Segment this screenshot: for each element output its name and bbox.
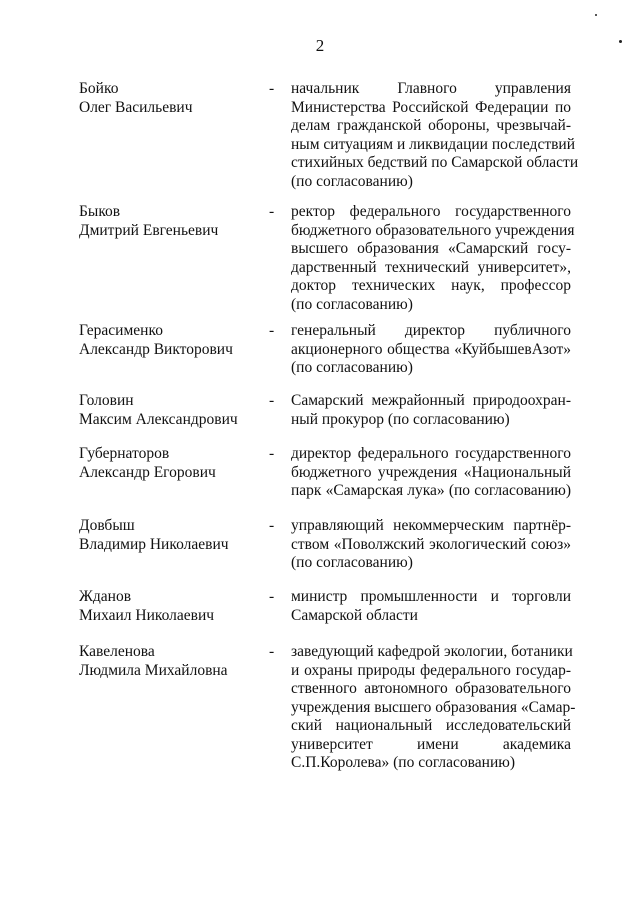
position-line: стихийных бедствий по Самарской области xyxy=(291,154,579,171)
position-line: (по согласованию) xyxy=(291,554,413,571)
member-given-names: Людмила Михайловна xyxy=(79,661,228,679)
member-surname: Губернаторов xyxy=(79,445,170,462)
dash-separator: - xyxy=(269,203,275,220)
position-line: генеральный директор публичного xyxy=(291,322,571,339)
member-surname: Головин xyxy=(79,392,134,409)
position-line: учреждения высшего образования «Самар- xyxy=(291,698,576,716)
member-given-names: Дмитрий Евгеньевич xyxy=(79,221,219,239)
member-given-names: Александр Викторович xyxy=(79,340,233,358)
position-line: заведующий кафедрой экологии, ботаники xyxy=(291,643,573,660)
position-line: делам гражданской обороны, чрезвычай- xyxy=(291,117,571,134)
member-surname: Довбыш xyxy=(79,517,135,534)
member-position xyxy=(291,588,571,625)
position-line: С.П.Королева» (по согласованию) xyxy=(291,754,515,771)
dash-separator: - xyxy=(269,392,275,409)
member-position xyxy=(291,203,575,314)
dash-separator: - xyxy=(269,643,275,660)
position-line: ский национальный исследовательский xyxy=(291,717,571,734)
position-line: высшего образования «Самарский госу- xyxy=(291,240,571,257)
member-given-names: Владимир Николаевич xyxy=(79,535,229,553)
member-name xyxy=(79,445,259,482)
page-number: 2 xyxy=(315,36,325,55)
position-line: ректор федерального государственного xyxy=(291,203,571,220)
dash-separator: - xyxy=(269,322,275,339)
member-given-names: Максим Александрович xyxy=(79,410,238,428)
position-line: министр промышленности и торговли xyxy=(291,588,571,605)
dash-separator: - xyxy=(269,517,275,534)
position-line: дарственный технический университет», xyxy=(291,258,571,276)
position-line: парк «Самарская лука» (по согласованию) xyxy=(291,482,571,499)
position-line: акционерного общества «КуйбышевАзот» xyxy=(291,340,571,358)
dash-separator: - xyxy=(269,588,275,605)
position-line: доктор технических наук, профессор xyxy=(291,277,571,294)
dash-separator: - xyxy=(269,445,275,462)
position-line: (по согласованию) xyxy=(291,359,413,376)
member-position xyxy=(291,445,571,501)
position-line: и охраны природы федерального государ- xyxy=(291,661,571,679)
member-name xyxy=(79,643,259,680)
dash-separator: - xyxy=(269,80,275,97)
member-given-names: Олег Васильевич xyxy=(79,98,193,116)
member-surname: Быков xyxy=(79,203,121,220)
position-line: управляющий некоммерческим партнёр- xyxy=(291,517,571,534)
member-position xyxy=(291,80,579,191)
member-name xyxy=(79,80,259,117)
position-line: ством «Поволжский экологический союз» xyxy=(291,535,571,553)
member-position xyxy=(291,322,571,378)
member-name xyxy=(79,203,259,240)
position-line: Министерства Российской Федерации по xyxy=(291,98,571,116)
position-line: ный прокурор (по согласованию) xyxy=(291,410,510,428)
position-line: (по согласованию) xyxy=(291,172,413,190)
member-position xyxy=(291,392,571,429)
position-line: Самарской области xyxy=(291,606,418,624)
member-surname: Герасименко xyxy=(79,322,163,339)
member-position xyxy=(291,517,571,573)
position-line: университет имени академика xyxy=(291,735,571,753)
scan-speck xyxy=(595,14,597,16)
member-name xyxy=(79,392,259,429)
position-line: ственного автономного образовательного xyxy=(291,680,571,697)
member-surname: Бойко xyxy=(79,80,119,97)
member-given-names: Михаил Николаевич xyxy=(79,606,215,624)
position-line: бюджетного учреждения «Национальный xyxy=(291,463,571,481)
position-line: начальник Главного управления xyxy=(291,80,571,97)
member-given-names: Александр Егорович xyxy=(79,463,216,481)
position-line: (по согласованию) xyxy=(291,295,413,313)
member-name xyxy=(79,517,259,554)
member-name xyxy=(79,588,259,625)
member-surname: Жданов xyxy=(79,588,132,605)
member-surname: Кавеленова xyxy=(79,643,155,660)
member-position xyxy=(291,643,576,773)
position-line: директор федерального государственного xyxy=(291,445,571,462)
scan-speck xyxy=(619,40,622,43)
position-line: Самарский межрайонный природоохран- xyxy=(291,392,571,409)
member-name xyxy=(79,322,259,359)
position-line: ным ситуациям и ликвидации последствий xyxy=(291,135,576,153)
position-line: бюджетного образовательного учреждения xyxy=(291,221,575,239)
